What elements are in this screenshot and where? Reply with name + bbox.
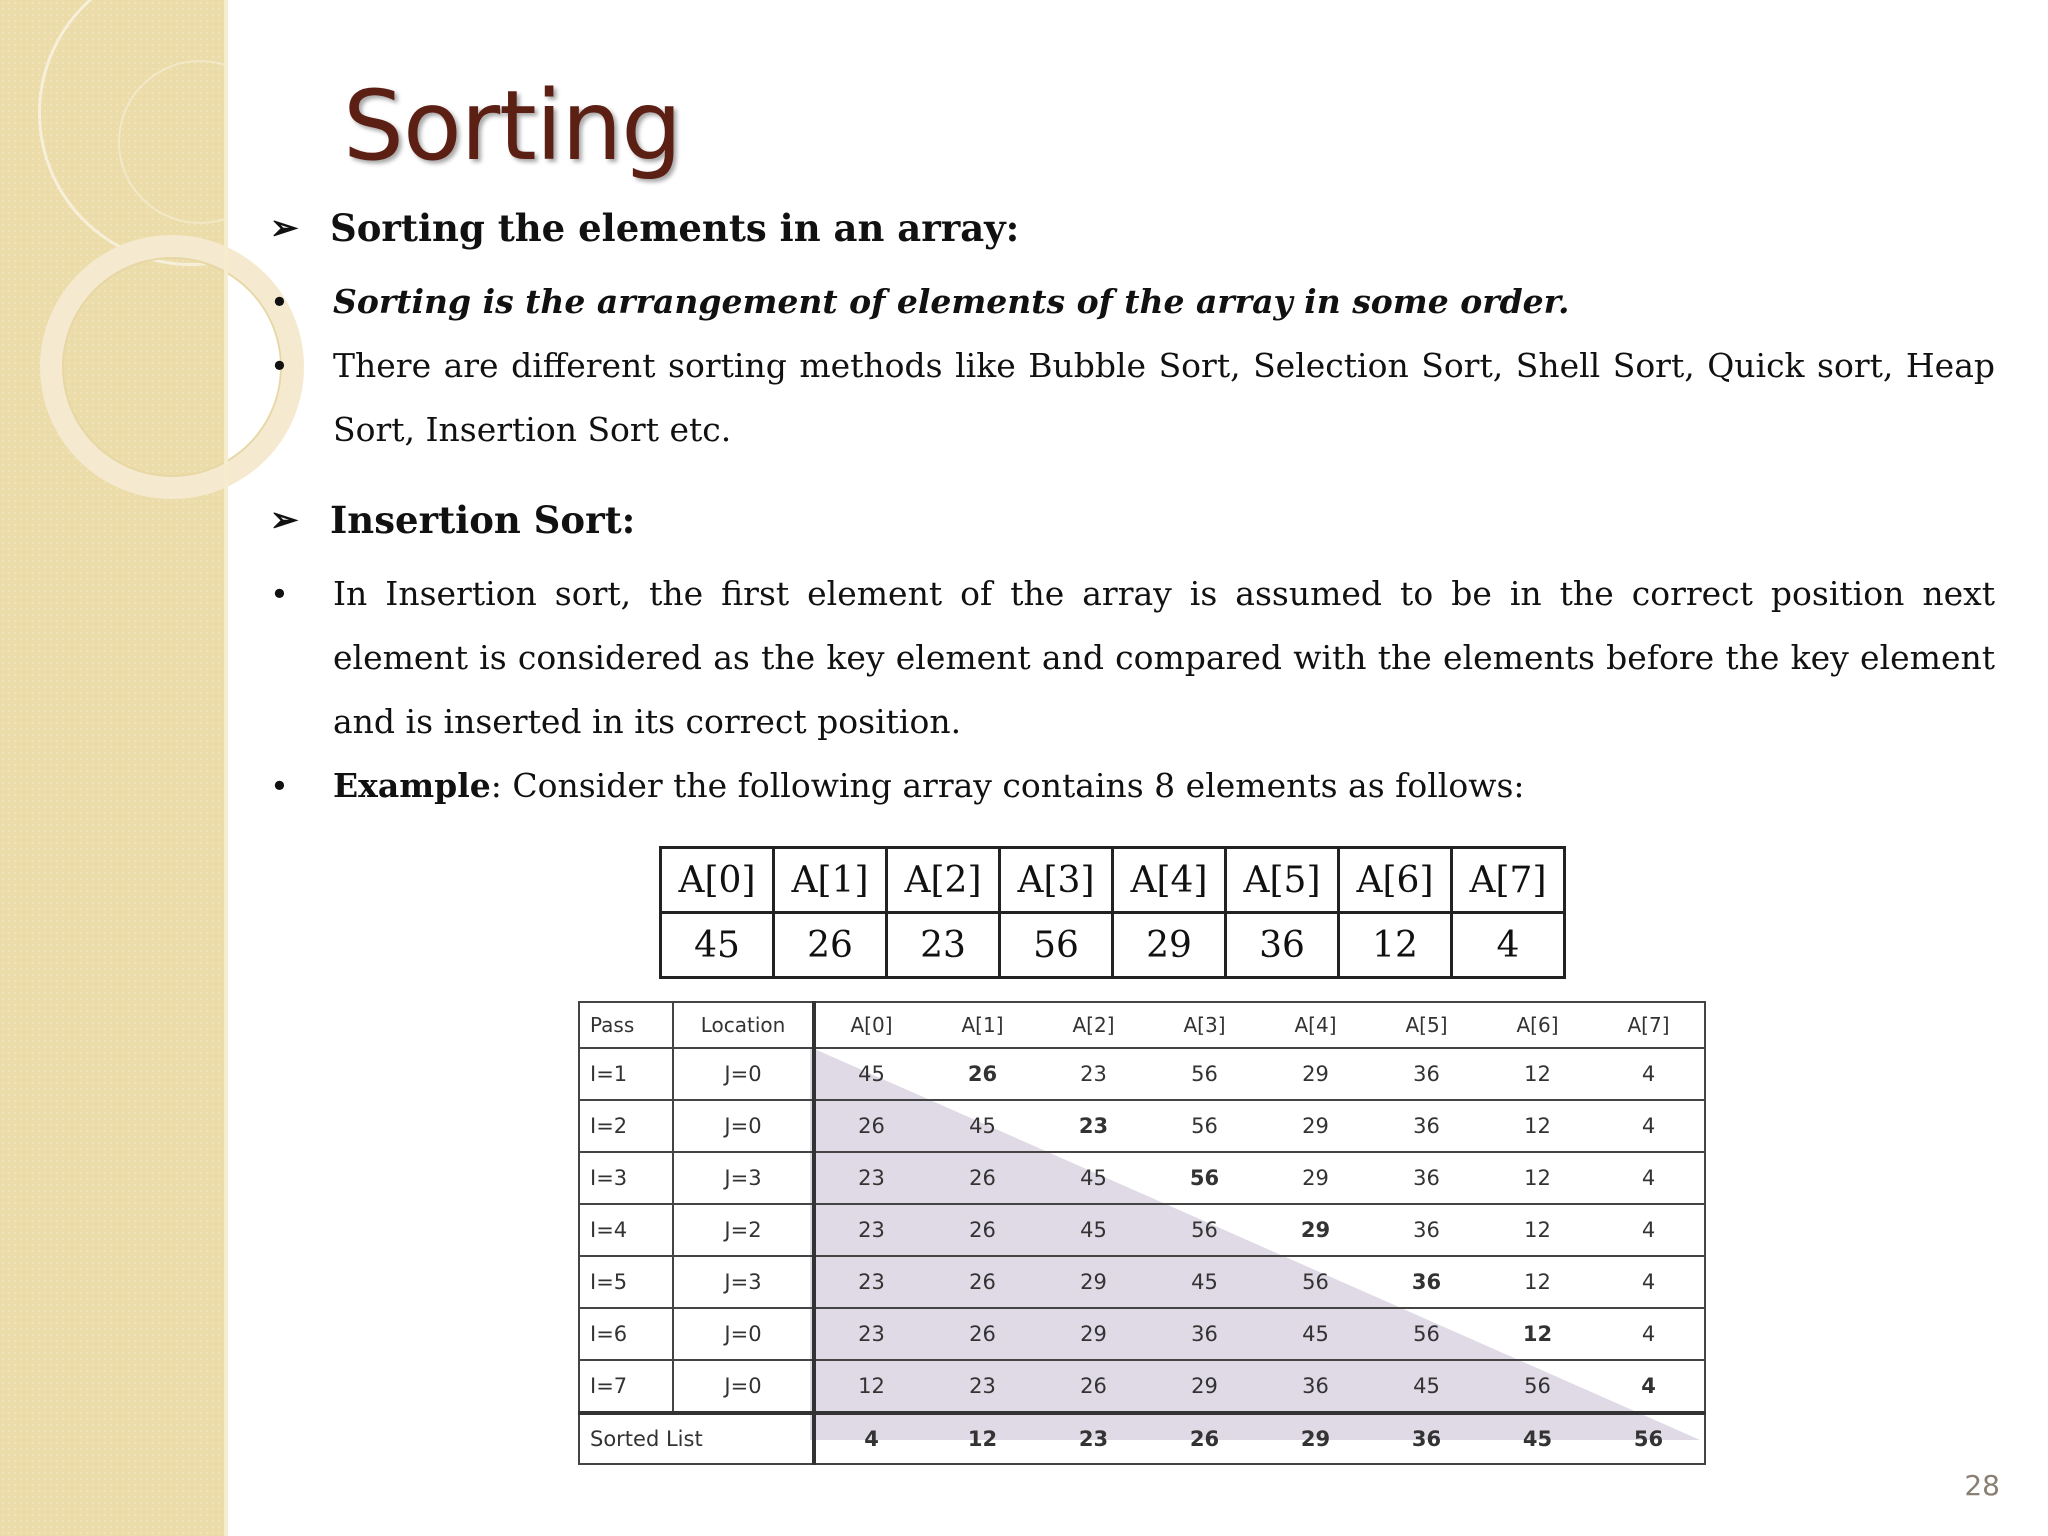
table-row <box>579 1048 1705 1100</box>
value-cell: 29 <box>1038 1256 1149 1308</box>
value-cell: 23 <box>814 1256 927 1308</box>
array-value-cell: 36 <box>1226 913 1339 978</box>
table-row <box>579 1308 1705 1360</box>
key-value-cell: 4 <box>1593 1360 1705 1413</box>
section-heading-text: Sorting the elements in an array: <box>330 206 1020 250</box>
value-cell: 23 <box>927 1360 1038 1413</box>
array-table <box>659 846 1566 979</box>
location-cell: J=2 <box>673 1204 814 1256</box>
array-value-cell: 45 <box>661 913 774 978</box>
array-value-cell: 12 <box>1339 913 1452 978</box>
value-cell: 26 <box>927 1308 1038 1360</box>
sorted-value-cell: 12 <box>927 1413 1038 1464</box>
value-cell: 26 <box>927 1256 1038 1308</box>
value-cell: 4 <box>1593 1204 1705 1256</box>
decorative-ring <box>118 60 282 224</box>
sorted-value-cell: 29 <box>1260 1413 1371 1464</box>
value-cell: 12 <box>1482 1100 1593 1152</box>
value-cell: 36 <box>1371 1152 1482 1204</box>
column-header: A[1] <box>927 1002 1038 1048</box>
value-cell: 29 <box>1260 1100 1371 1152</box>
bullet-item <box>270 270 1995 334</box>
location-cell: J=0 <box>673 1308 814 1360</box>
array-value-cell: 26 <box>774 913 887 978</box>
value-cell: 36 <box>1371 1048 1482 1100</box>
insertion-sort-pass-table <box>578 1001 1706 1465</box>
value-cell: 56 <box>1482 1360 1593 1413</box>
column-header: A[4] <box>1260 1002 1371 1048</box>
value-cell: 56 <box>1371 1308 1482 1360</box>
key-value-cell: 56 <box>1149 1152 1260 1204</box>
array-value-cell: 56 <box>1000 913 1113 978</box>
sorted-list-label: Sorted List <box>579 1413 814 1464</box>
key-value-cell: 26 <box>927 1048 1038 1100</box>
pass-cell: I=5 <box>579 1256 673 1308</box>
array-header-cell: A[5] <box>1226 848 1339 913</box>
section-heading-text: Insertion Sort: <box>330 498 636 542</box>
value-cell: 36 <box>1371 1100 1482 1152</box>
value-cell: 26 <box>1038 1360 1149 1413</box>
section-heading-sorting <box>270 200 1995 256</box>
value-cell: 12 <box>1482 1048 1593 1100</box>
column-header: A[7] <box>1593 1002 1705 1048</box>
value-cell: 29 <box>1038 1308 1149 1360</box>
sorted-value-cell: 4 <box>814 1413 927 1464</box>
key-value-cell: 12 <box>1482 1308 1593 1360</box>
array-header-cell: A[4] <box>1113 848 1226 913</box>
value-cell: 45 <box>1038 1204 1149 1256</box>
value-cell: 23 <box>814 1152 927 1204</box>
array-header-cell: A[7] <box>1452 848 1565 913</box>
location-cell: J=3 <box>673 1256 814 1308</box>
location-cell: J=3 <box>673 1152 814 1204</box>
bullet-text: Sorting is the arrangement of elements of the array in some order. <box>333 282 1570 321</box>
pass-cell: I=7 <box>579 1360 673 1413</box>
value-cell: 45 <box>814 1048 927 1100</box>
bullet-dot-icon: • <box>270 575 289 613</box>
array-value-cell: 23 <box>887 913 1000 978</box>
pass-table-header-row <box>579 1002 1705 1048</box>
table-row <box>579 1152 1705 1204</box>
array-value-cell: 29 <box>1113 913 1226 978</box>
value-cell: 26 <box>927 1152 1038 1204</box>
pass-cell: I=3 <box>579 1152 673 1204</box>
array-header-cell: A[6] <box>1339 848 1452 913</box>
value-cell: 23 <box>814 1204 927 1256</box>
key-value-cell: 23 <box>1038 1100 1149 1152</box>
pass-cell: I=6 <box>579 1308 673 1360</box>
value-cell: 12 <box>1482 1256 1593 1308</box>
key-value-cell: 36 <box>1371 1256 1482 1308</box>
array-header-cell: A[3] <box>1000 848 1113 913</box>
value-cell: 45 <box>1149 1256 1260 1308</box>
sidebar-divider <box>224 0 228 1536</box>
column-header: A[3] <box>1149 1002 1260 1048</box>
array-header-cell: A[2] <box>887 848 1000 913</box>
section-heading-insertion <box>270 492 1995 548</box>
value-cell: 26 <box>814 1100 927 1152</box>
table-row <box>579 1100 1705 1152</box>
array-header-cell: A[1] <box>774 848 887 913</box>
bullet-item <box>270 334 1995 462</box>
value-cell: 4 <box>1593 1152 1705 1204</box>
value-cell: 56 <box>1149 1048 1260 1100</box>
value-cell: 56 <box>1149 1100 1260 1152</box>
table-row <box>579 1360 1705 1413</box>
slide-title: Sorting <box>343 70 682 182</box>
value-cell: 29 <box>1260 1152 1371 1204</box>
arrow-bullet-icon: ➢ <box>270 208 299 248</box>
value-cell: 4 <box>1593 1256 1705 1308</box>
value-cell: 36 <box>1149 1308 1260 1360</box>
value-cell: 12 <box>814 1360 927 1413</box>
value-cell: 12 <box>1482 1204 1593 1256</box>
column-header: A[2] <box>1038 1002 1149 1048</box>
table-row <box>579 1256 1705 1308</box>
value-cell: 4 <box>1593 1100 1705 1152</box>
value-cell: 45 <box>1260 1308 1371 1360</box>
column-header: A[0] <box>814 1002 927 1048</box>
value-cell: 4 <box>1593 1048 1705 1100</box>
bullet-item <box>270 754 1995 818</box>
bullet-dot-icon: • <box>270 283 289 321</box>
bullet-item <box>270 562 1995 754</box>
bullet-dot-icon: • <box>270 347 289 385</box>
value-cell: 12 <box>1482 1152 1593 1204</box>
location-cell: J=0 <box>673 1048 814 1100</box>
decorative-sidebar <box>0 0 228 1536</box>
value-cell: 56 <box>1149 1204 1260 1256</box>
key-value-cell: 29 <box>1260 1204 1371 1256</box>
value-cell: 23 <box>1038 1048 1149 1100</box>
column-header: A[5] <box>1371 1002 1482 1048</box>
pass-header: Pass <box>579 1002 673 1048</box>
array-header-cell: A[0] <box>661 848 774 913</box>
value-cell: 36 <box>1260 1360 1371 1413</box>
pass-cell: I=4 <box>579 1204 673 1256</box>
pass-cell: I=2 <box>579 1100 673 1152</box>
array-header-row <box>661 848 1565 913</box>
value-cell: 29 <box>1260 1048 1371 1100</box>
slide-content <box>270 200 1995 818</box>
pass-cell: I=1 <box>579 1048 673 1100</box>
column-header: A[6] <box>1482 1002 1593 1048</box>
example-text: : Consider the following array contains 8 elements as follows: <box>490 766 1525 805</box>
value-cell: 29 <box>1149 1360 1260 1413</box>
page-number: 28 <box>1964 1469 2000 1502</box>
array-value-cell: 4 <box>1452 913 1565 978</box>
value-cell: 56 <box>1260 1256 1371 1308</box>
sorted-value-cell: 56 <box>1593 1413 1705 1464</box>
bullet-text: In Insertion sort, the first element of the array is assumed to be in the correct position next element is considered as the key element and compared with the elements before the key element and is inserted in its correct position. <box>333 574 1995 741</box>
sorted-value-cell: 45 <box>1482 1413 1593 1464</box>
sorted-list-row <box>579 1413 1705 1464</box>
arrow-bullet-icon: ➢ <box>270 500 299 540</box>
value-cell: 45 <box>1371 1360 1482 1413</box>
sorted-value-cell: 23 <box>1038 1413 1149 1464</box>
array-value-row <box>661 913 1565 978</box>
sorted-value-cell: 26 <box>1149 1413 1260 1464</box>
value-cell: 4 <box>1593 1308 1705 1360</box>
value-cell: 26 <box>927 1204 1038 1256</box>
location-header: Location <box>673 1002 814 1048</box>
location-cell: J=0 <box>673 1360 814 1413</box>
value-cell: 45 <box>927 1100 1038 1152</box>
sorted-value-cell: 36 <box>1371 1413 1482 1464</box>
decorative-ring <box>40 235 304 499</box>
example-label: Example <box>333 766 491 805</box>
value-cell: 45 <box>1038 1152 1149 1204</box>
bullet-text: There are different sorting methods like Bubble Sort, Selection Sort, Shell Sort, Quick sort, Heap Sort, Insertion Sort etc. <box>333 346 1995 449</box>
value-cell: 23 <box>814 1308 927 1360</box>
table-row <box>579 1204 1705 1256</box>
location-cell: J=0 <box>673 1100 814 1152</box>
bullet-dot-icon: • <box>270 767 289 805</box>
value-cell: 36 <box>1371 1204 1482 1256</box>
